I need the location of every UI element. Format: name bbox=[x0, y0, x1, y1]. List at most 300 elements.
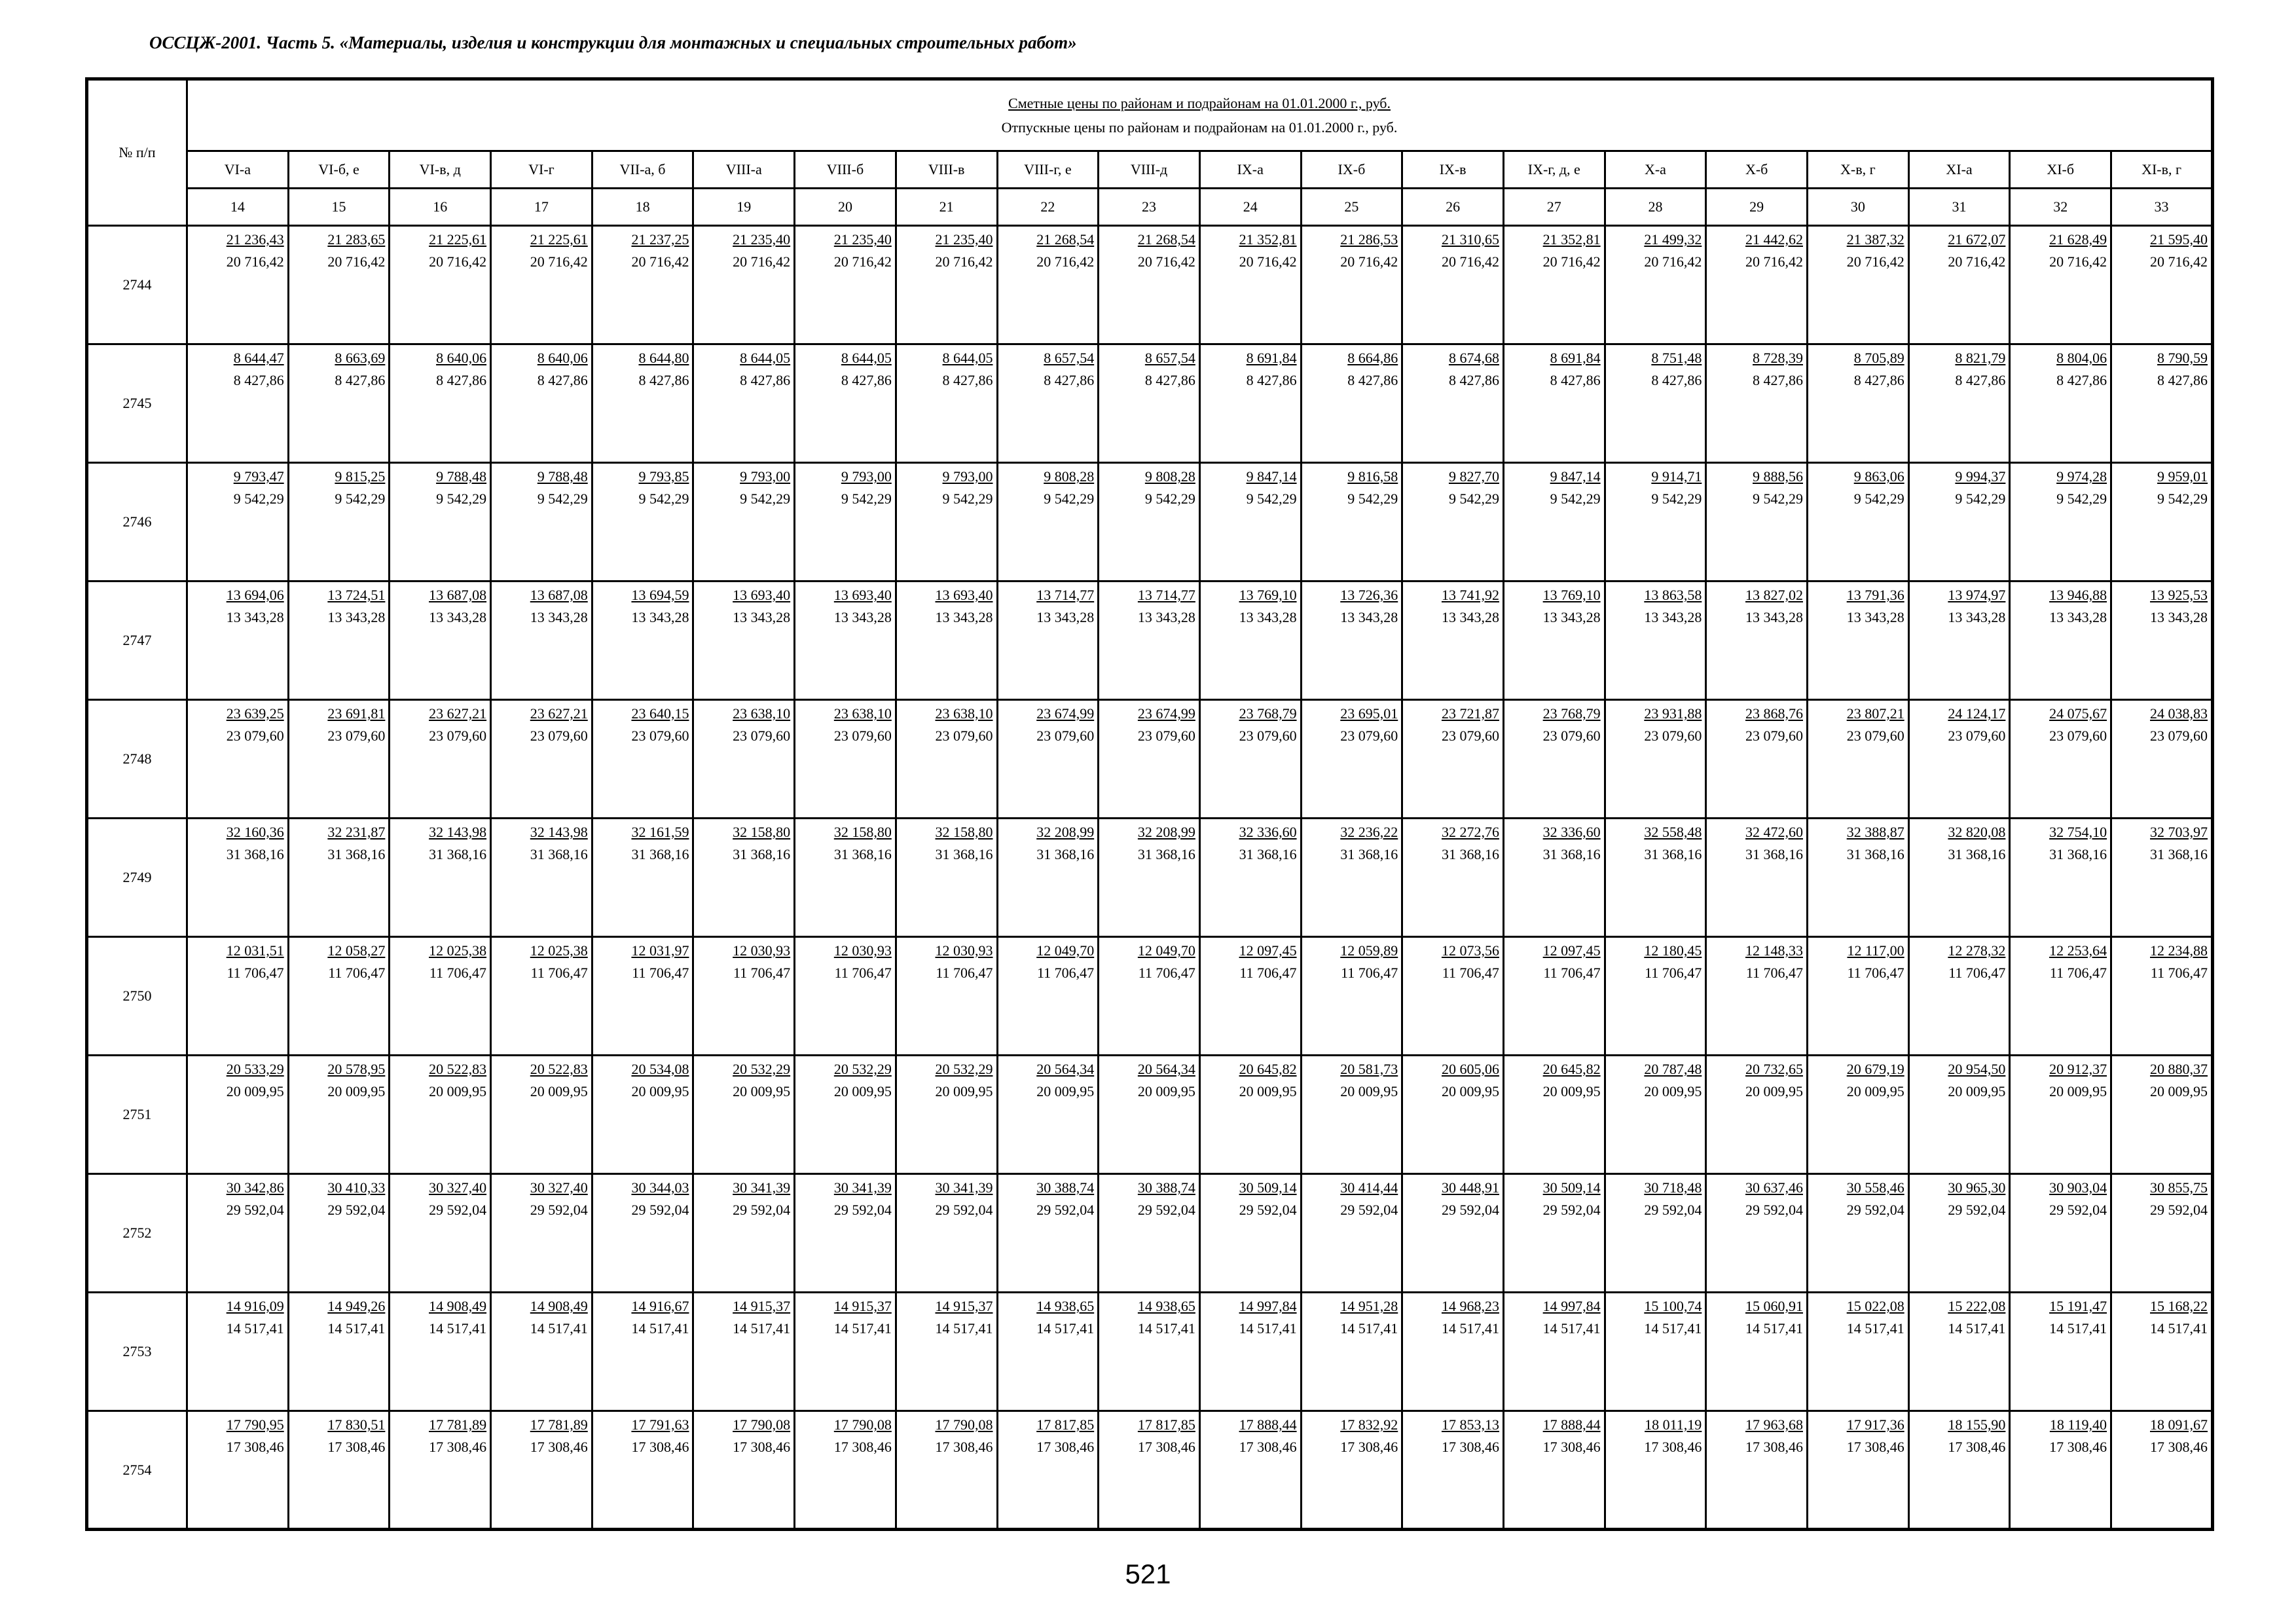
price-cell bbox=[491, 344, 592, 463]
estimate-price: 8 751,48 bbox=[1651, 350, 1702, 366]
price-cell bbox=[592, 1174, 693, 1293]
price-cell bbox=[2010, 581, 2111, 700]
price-cell bbox=[2010, 344, 2111, 463]
release-price: 23 079,60 bbox=[327, 728, 386, 744]
price-cell bbox=[1706, 344, 1808, 463]
release-price: 29 592,04 bbox=[1644, 1202, 1702, 1218]
release-price: 20 716,42 bbox=[1644, 253, 1702, 270]
release-price: 29 592,04 bbox=[2049, 1202, 2107, 1218]
estimate-price: 17 832,92 bbox=[1340, 1416, 1398, 1433]
release-price: 20 716,42 bbox=[631, 253, 689, 270]
region-header: X-а bbox=[1605, 151, 1706, 189]
release-price: 31 368,16 bbox=[1036, 846, 1095, 862]
estimate-price: 13 714,77 bbox=[1036, 587, 1095, 603]
price-cell bbox=[795, 1174, 896, 1293]
estimate-price: 20 522,83 bbox=[429, 1061, 487, 1077]
price-cell bbox=[1301, 1293, 1402, 1411]
estimate-price: 20 522,83 bbox=[530, 1061, 588, 1077]
estimate-price: 30 388,74 bbox=[1036, 1179, 1095, 1196]
release-price: 9 542,29 bbox=[1955, 490, 2006, 507]
release-price: 29 592,04 bbox=[733, 1202, 791, 1218]
release-price: 9 542,29 bbox=[1044, 490, 1095, 507]
estimate-price: 30 344,03 bbox=[631, 1179, 689, 1196]
region-header-row bbox=[87, 151, 2213, 189]
column-number: 33 bbox=[2111, 189, 2213, 226]
estimate-price: 9 808,28 bbox=[1144, 468, 1195, 485]
column-number: 14 bbox=[187, 189, 289, 226]
release-price: 23 079,60 bbox=[429, 728, 487, 744]
estimate-price: 14 949,26 bbox=[327, 1298, 386, 1314]
column-number: 30 bbox=[1808, 189, 1909, 226]
release-price: 9 542,29 bbox=[1246, 490, 1297, 507]
release-price: 23 079,60 bbox=[631, 728, 689, 744]
price-cell bbox=[896, 700, 997, 819]
release-price: 17 308,46 bbox=[327, 1439, 386, 1455]
price-cell bbox=[2010, 1293, 2111, 1411]
price-cell bbox=[693, 1174, 795, 1293]
release-price: 20 716,42 bbox=[733, 253, 791, 270]
release-price: 20 716,42 bbox=[1441, 253, 1499, 270]
price-cell bbox=[795, 226, 896, 344]
price-cell bbox=[491, 700, 592, 819]
column-number: 32 bbox=[2010, 189, 2111, 226]
price-cell bbox=[1402, 700, 1504, 819]
price-cell bbox=[491, 581, 592, 700]
column-number: 22 bbox=[997, 189, 1099, 226]
release-price: 31 368,16 bbox=[530, 846, 588, 862]
price-cell bbox=[795, 700, 896, 819]
price-cell bbox=[1301, 700, 1402, 819]
estimate-price: 20 564,34 bbox=[1137, 1061, 1195, 1077]
release-price: 14 517,41 bbox=[1239, 1320, 1297, 1337]
caption-estimate-prices: Сметные цены по районам и подрайонам на 01.01.2000 г., руб. bbox=[1008, 95, 1391, 111]
price-cell bbox=[1706, 1174, 1808, 1293]
release-price: 8 427,86 bbox=[841, 372, 892, 388]
estimate-price: 32 272,76 bbox=[1441, 824, 1499, 840]
estimate-price: 23 674,99 bbox=[1036, 705, 1095, 722]
row-number: 2750 bbox=[87, 937, 187, 1056]
estimate-price: 13 946,88 bbox=[2049, 587, 2107, 603]
release-price: 31 368,16 bbox=[1542, 846, 1601, 862]
estimate-price: 21 672,07 bbox=[1948, 231, 2006, 248]
release-price: 29 592,04 bbox=[1036, 1202, 1095, 1218]
price-cell bbox=[187, 226, 289, 344]
estimate-price: 9 815,25 bbox=[335, 468, 386, 485]
release-price: 20 009,95 bbox=[530, 1083, 588, 1099]
estimate-price: 21 236,43 bbox=[226, 231, 284, 248]
release-price: 17 308,46 bbox=[226, 1439, 284, 1455]
price-cell bbox=[592, 937, 693, 1056]
price-cell bbox=[1503, 1174, 1605, 1293]
release-price: 11 706,47 bbox=[632, 965, 689, 981]
release-price: 9 542,29 bbox=[1753, 490, 1803, 507]
estimate-price: 12 097,45 bbox=[1542, 942, 1601, 959]
estimate-price: 30 341,39 bbox=[935, 1179, 993, 1196]
release-price: 14 517,41 bbox=[1542, 1320, 1601, 1337]
estimate-price: 21 237,25 bbox=[631, 231, 689, 248]
release-price: 9 542,29 bbox=[1144, 490, 1195, 507]
price-cell bbox=[187, 1411, 289, 1530]
region-header: VI-г bbox=[491, 151, 592, 189]
price-cell bbox=[1908, 226, 2010, 344]
release-price: 20 716,42 bbox=[530, 253, 588, 270]
estimate-price: 12 058,27 bbox=[327, 942, 386, 959]
price-cell bbox=[592, 226, 693, 344]
release-price: 13 343,28 bbox=[1137, 609, 1195, 625]
price-cell bbox=[1099, 1174, 1200, 1293]
price-cell bbox=[1503, 937, 1605, 1056]
release-price: 20 716,42 bbox=[2150, 253, 2208, 270]
release-price: 20 009,95 bbox=[1644, 1083, 1702, 1099]
price-cell bbox=[1706, 819, 1808, 937]
estimate-price: 20 564,34 bbox=[1036, 1061, 1095, 1077]
release-price: 31 368,16 bbox=[2150, 846, 2208, 862]
price-cell bbox=[1808, 700, 1909, 819]
estimate-price: 12 117,00 bbox=[1847, 942, 1904, 959]
price-cell bbox=[2010, 1174, 2111, 1293]
release-price: 31 368,16 bbox=[1340, 846, 1398, 862]
price-cell bbox=[288, 1056, 390, 1174]
release-price: 11 706,47 bbox=[1341, 965, 1398, 981]
release-price: 20 009,95 bbox=[1036, 1083, 1095, 1099]
estimate-price: 18 119,40 bbox=[2049, 1416, 2107, 1433]
price-cell bbox=[592, 819, 693, 937]
estimate-price: 18 091,67 bbox=[2150, 1416, 2208, 1433]
price-cell bbox=[2111, 1411, 2213, 1530]
price-cell bbox=[693, 1293, 795, 1411]
release-price: 29 592,04 bbox=[1340, 1202, 1398, 1218]
release-price: 20 009,95 bbox=[1137, 1083, 1195, 1099]
estimate-price: 13 724,51 bbox=[327, 587, 386, 603]
release-price: 17 308,46 bbox=[1137, 1439, 1195, 1455]
release-price: 31 368,16 bbox=[226, 846, 284, 862]
price-cell bbox=[1402, 937, 1504, 1056]
price-cell bbox=[1503, 463, 1605, 581]
estimate-price: 32 558,48 bbox=[1644, 824, 1702, 840]
estimate-price: 9 847,14 bbox=[1550, 468, 1601, 485]
release-price: 13 343,28 bbox=[1745, 609, 1803, 625]
price-cell bbox=[2010, 1056, 2111, 1174]
price-cell bbox=[1199, 1174, 1301, 1293]
estimate-price: 17 963,68 bbox=[1745, 1416, 1803, 1433]
estimate-price: 9 793,00 bbox=[942, 468, 993, 485]
release-price: 17 308,46 bbox=[1542, 1439, 1601, 1455]
estimate-price: 20 645,82 bbox=[1542, 1061, 1601, 1077]
estimate-price: 20 732,65 bbox=[1745, 1061, 1803, 1077]
price-cell bbox=[1402, 819, 1504, 937]
table-row bbox=[87, 1411, 2213, 1530]
release-price: 20 009,95 bbox=[1239, 1083, 1297, 1099]
price-table bbox=[85, 77, 2214, 1531]
row-number: 2748 bbox=[87, 700, 187, 819]
price-cell bbox=[896, 937, 997, 1056]
caption-release-prices: Отпускные цены по районам и подрайонам на 01.01.2000 г., руб. bbox=[1001, 119, 1398, 136]
price-cell bbox=[1605, 581, 1706, 700]
estimate-price: 8 821,79 bbox=[1955, 350, 2006, 366]
release-price: 9 542,29 bbox=[1448, 490, 1499, 507]
release-price: 8 427,86 bbox=[233, 372, 284, 388]
price-cell bbox=[1605, 1411, 1706, 1530]
price-cell bbox=[288, 1293, 390, 1411]
estimate-price: 24 038,83 bbox=[2150, 705, 2208, 722]
estimate-price: 21 387,32 bbox=[1846, 231, 1904, 248]
estimate-price: 8 640,06 bbox=[537, 350, 588, 366]
estimate-price: 30 448,91 bbox=[1441, 1179, 1499, 1196]
column-number: 28 bbox=[1605, 189, 1706, 226]
price-cell bbox=[187, 819, 289, 937]
price-cell bbox=[2111, 700, 2213, 819]
estimate-price: 20 581,73 bbox=[1340, 1061, 1398, 1077]
price-cell bbox=[288, 819, 390, 937]
release-price: 29 592,04 bbox=[1745, 1202, 1803, 1218]
price-cell bbox=[288, 700, 390, 819]
release-price: 14 517,41 bbox=[2150, 1320, 2208, 1337]
release-price: 29 592,04 bbox=[530, 1202, 588, 1218]
release-price: 20 716,42 bbox=[1846, 253, 1904, 270]
release-price: 11 706,47 bbox=[227, 965, 284, 981]
estimate-price: 13 694,59 bbox=[631, 587, 689, 603]
estimate-price: 14 997,84 bbox=[1239, 1298, 1297, 1314]
estimate-price: 17 790,08 bbox=[935, 1416, 993, 1433]
column-number: 29 bbox=[1706, 189, 1808, 226]
release-price: 29 592,04 bbox=[1846, 1202, 1904, 1218]
estimate-price: 17 817,85 bbox=[1137, 1416, 1195, 1433]
release-price: 8 427,86 bbox=[2056, 372, 2107, 388]
estimate-price: 14 938,65 bbox=[1137, 1298, 1195, 1314]
estimate-price: 8 657,54 bbox=[1044, 350, 1095, 366]
estimate-price: 32 158,80 bbox=[935, 824, 993, 840]
price-cell bbox=[1301, 463, 1402, 581]
release-price: 13 343,28 bbox=[631, 609, 689, 625]
estimate-price: 13 863,58 bbox=[1644, 587, 1702, 603]
price-cell bbox=[288, 344, 390, 463]
estimate-price: 14 908,49 bbox=[429, 1298, 487, 1314]
table-row bbox=[87, 937, 2213, 1056]
estimate-price: 32 143,98 bbox=[429, 824, 487, 840]
release-price: 17 308,46 bbox=[1036, 1439, 1095, 1455]
price-cell bbox=[2010, 937, 2111, 1056]
estimate-price: 23 768,79 bbox=[1542, 705, 1601, 722]
release-price: 23 079,60 bbox=[226, 728, 284, 744]
price-cell bbox=[1301, 937, 1402, 1056]
row-number: 2749 bbox=[87, 819, 187, 937]
release-price: 11 706,47 bbox=[1543, 965, 1601, 981]
release-price: 20 009,95 bbox=[1745, 1083, 1803, 1099]
release-price: 11 706,47 bbox=[2049, 965, 2107, 981]
release-price: 23 079,60 bbox=[2150, 728, 2208, 744]
estimate-price: 12 059,89 bbox=[1340, 942, 1398, 959]
release-price: 23 079,60 bbox=[1644, 728, 1702, 744]
release-price: 13 343,28 bbox=[2049, 609, 2107, 625]
estimate-price: 17 888,44 bbox=[1239, 1416, 1297, 1433]
estimate-price: 14 968,23 bbox=[1441, 1298, 1499, 1314]
estimate-price: 32 754,10 bbox=[2049, 824, 2107, 840]
release-price: 20 716,42 bbox=[2049, 253, 2107, 270]
release-price: 11 706,47 bbox=[1645, 965, 1702, 981]
price-cell bbox=[491, 1056, 592, 1174]
release-price: 23 079,60 bbox=[1745, 728, 1803, 744]
estimate-price: 17 781,89 bbox=[429, 1416, 487, 1433]
release-price: 9 542,29 bbox=[942, 490, 993, 507]
estimate-price: 32 161,59 bbox=[631, 824, 689, 840]
price-cell bbox=[390, 819, 491, 937]
price-cell bbox=[1301, 344, 1402, 463]
price-cell bbox=[1099, 700, 1200, 819]
release-price: 31 368,16 bbox=[1239, 846, 1297, 862]
column-number: 26 bbox=[1402, 189, 1504, 226]
estimate-price: 30 903,04 bbox=[2049, 1179, 2107, 1196]
estimate-price: 14 916,67 bbox=[631, 1298, 689, 1314]
release-price: 11 706,47 bbox=[1138, 965, 1195, 981]
estimate-price: 32 208,99 bbox=[1137, 824, 1195, 840]
release-price: 8 427,86 bbox=[1753, 372, 1803, 388]
estimate-price: 21 310,65 bbox=[1441, 231, 1499, 248]
release-price: 14 517,41 bbox=[631, 1320, 689, 1337]
price-cell bbox=[1301, 819, 1402, 937]
estimate-price: 8 644,05 bbox=[740, 350, 791, 366]
estimate-price: 32 236,22 bbox=[1340, 824, 1398, 840]
estimate-price: 32 388,87 bbox=[1846, 824, 1904, 840]
price-cell bbox=[491, 463, 592, 581]
price-cell bbox=[997, 344, 1099, 463]
estimate-price: 21 595,40 bbox=[2150, 231, 2208, 248]
release-price: 31 368,16 bbox=[1745, 846, 1803, 862]
price-cell bbox=[896, 226, 997, 344]
price-cell bbox=[288, 463, 390, 581]
region-header: X-б bbox=[1706, 151, 1808, 189]
price-cell bbox=[491, 1174, 592, 1293]
estimate-price: 12 097,45 bbox=[1239, 942, 1297, 959]
price-cell bbox=[1808, 819, 1909, 937]
price-cell bbox=[2111, 819, 2213, 937]
estimate-price: 17 781,89 bbox=[530, 1416, 588, 1433]
estimate-price: 30 718,48 bbox=[1644, 1179, 1702, 1196]
release-price: 23 079,60 bbox=[1239, 728, 1297, 744]
price-cell bbox=[1301, 581, 1402, 700]
price-cell bbox=[693, 1056, 795, 1174]
price-cell bbox=[1099, 581, 1200, 700]
release-price: 8 427,86 bbox=[740, 372, 791, 388]
table-row bbox=[87, 463, 2213, 581]
estimate-price: 8 644,05 bbox=[942, 350, 993, 366]
release-price: 20 716,42 bbox=[833, 253, 892, 270]
estimate-price: 23 627,21 bbox=[530, 705, 588, 722]
release-price: 31 368,16 bbox=[1846, 846, 1904, 862]
price-cell bbox=[187, 1174, 289, 1293]
release-price: 29 592,04 bbox=[1239, 1202, 1297, 1218]
estimate-price: 8 691,84 bbox=[1246, 350, 1297, 366]
price-cell bbox=[1503, 1056, 1605, 1174]
release-price: 20 009,95 bbox=[1542, 1083, 1601, 1099]
estimate-price: 18 011,19 bbox=[1645, 1416, 1702, 1433]
estimate-price: 9 808,28 bbox=[1044, 468, 1095, 485]
release-price: 29 592,04 bbox=[327, 1202, 386, 1218]
estimate-price: 13 769,10 bbox=[1239, 587, 1297, 603]
release-price: 8 427,86 bbox=[1347, 372, 1398, 388]
price-cell bbox=[2010, 700, 2111, 819]
price-cell bbox=[187, 1056, 289, 1174]
release-price: 14 517,41 bbox=[833, 1320, 892, 1337]
price-cell bbox=[592, 463, 693, 581]
estimate-price: 30 342,86 bbox=[226, 1179, 284, 1196]
estimate-price: 8 691,84 bbox=[1550, 350, 1601, 366]
document-header-title: ОССЦЖ-2001. Часть 5. «Материалы, изделия и конструкции для монтажных и специальных строительных работ» bbox=[149, 33, 1077, 52]
estimate-price: 17 830,51 bbox=[327, 1416, 386, 1433]
estimate-price: 9 863,06 bbox=[1853, 468, 1904, 485]
release-price: 9 542,29 bbox=[335, 490, 386, 507]
price-cell bbox=[997, 937, 1099, 1056]
row-number: 2754 bbox=[87, 1411, 187, 1530]
release-price: 11 706,47 bbox=[1037, 965, 1095, 981]
price-cell bbox=[1301, 1411, 1402, 1530]
release-price: 11 706,47 bbox=[1847, 965, 1904, 981]
price-cell bbox=[1908, 344, 2010, 463]
estimate-price: 12 030,93 bbox=[833, 942, 892, 959]
price-cell bbox=[1808, 1293, 1909, 1411]
row-number: 2753 bbox=[87, 1293, 187, 1411]
release-price: 9 542,29 bbox=[1347, 490, 1398, 507]
price-cell bbox=[187, 463, 289, 581]
price-cell bbox=[491, 1293, 592, 1411]
price-cell bbox=[1301, 226, 1402, 344]
estimate-price: 9 888,56 bbox=[1753, 468, 1803, 485]
price-cell bbox=[1099, 1411, 1200, 1530]
release-price: 13 343,28 bbox=[1846, 609, 1904, 625]
price-cell bbox=[2010, 819, 2111, 937]
release-price: 20 009,95 bbox=[935, 1083, 993, 1099]
column-number-row bbox=[87, 189, 2213, 226]
release-price: 13 343,28 bbox=[226, 609, 284, 625]
release-price: 31 368,16 bbox=[1441, 846, 1499, 862]
estimate-price: 30 509,14 bbox=[1542, 1179, 1601, 1196]
release-price: 9 542,29 bbox=[2056, 490, 2107, 507]
estimate-price: 12 030,93 bbox=[733, 942, 791, 959]
column-number: 17 bbox=[491, 189, 592, 226]
estimate-price: 13 693,40 bbox=[733, 587, 791, 603]
price-cell bbox=[997, 819, 1099, 937]
table-row bbox=[87, 819, 2213, 937]
region-header: XI-в, г bbox=[2111, 151, 2213, 189]
estimate-price: 8 644,05 bbox=[841, 350, 892, 366]
price-cell bbox=[592, 581, 693, 700]
price-cell bbox=[1503, 1411, 1605, 1530]
estimate-price: 17 791,63 bbox=[631, 1416, 689, 1433]
price-cell bbox=[997, 226, 1099, 344]
estimate-price: 12 234,88 bbox=[2150, 942, 2208, 959]
price-cell bbox=[390, 937, 491, 1056]
release-price: 11 706,47 bbox=[530, 965, 588, 981]
release-price: 17 308,46 bbox=[1441, 1439, 1499, 1455]
price-cell bbox=[1402, 463, 1504, 581]
release-price: 17 308,46 bbox=[631, 1439, 689, 1455]
release-price: 13 343,28 bbox=[1036, 609, 1095, 625]
release-price: 31 368,16 bbox=[1137, 846, 1195, 862]
release-price: 14 517,41 bbox=[1846, 1320, 1904, 1337]
price-cell bbox=[288, 1174, 390, 1293]
estimate-price: 9 974,28 bbox=[2056, 468, 2107, 485]
row-number: 2746 bbox=[87, 463, 187, 581]
release-price: 9 542,29 bbox=[436, 490, 487, 507]
price-cell bbox=[1706, 1411, 1808, 1530]
estimate-price: 30 509,14 bbox=[1239, 1179, 1297, 1196]
estimate-price: 8 804,06 bbox=[2056, 350, 2107, 366]
price-cell bbox=[1199, 463, 1301, 581]
region-header: IX-а bbox=[1199, 151, 1301, 189]
column-number: 16 bbox=[390, 189, 491, 226]
estimate-price: 30 965,30 bbox=[1948, 1179, 2006, 1196]
release-price: 31 368,16 bbox=[429, 846, 487, 862]
estimate-price: 21 235,40 bbox=[833, 231, 892, 248]
